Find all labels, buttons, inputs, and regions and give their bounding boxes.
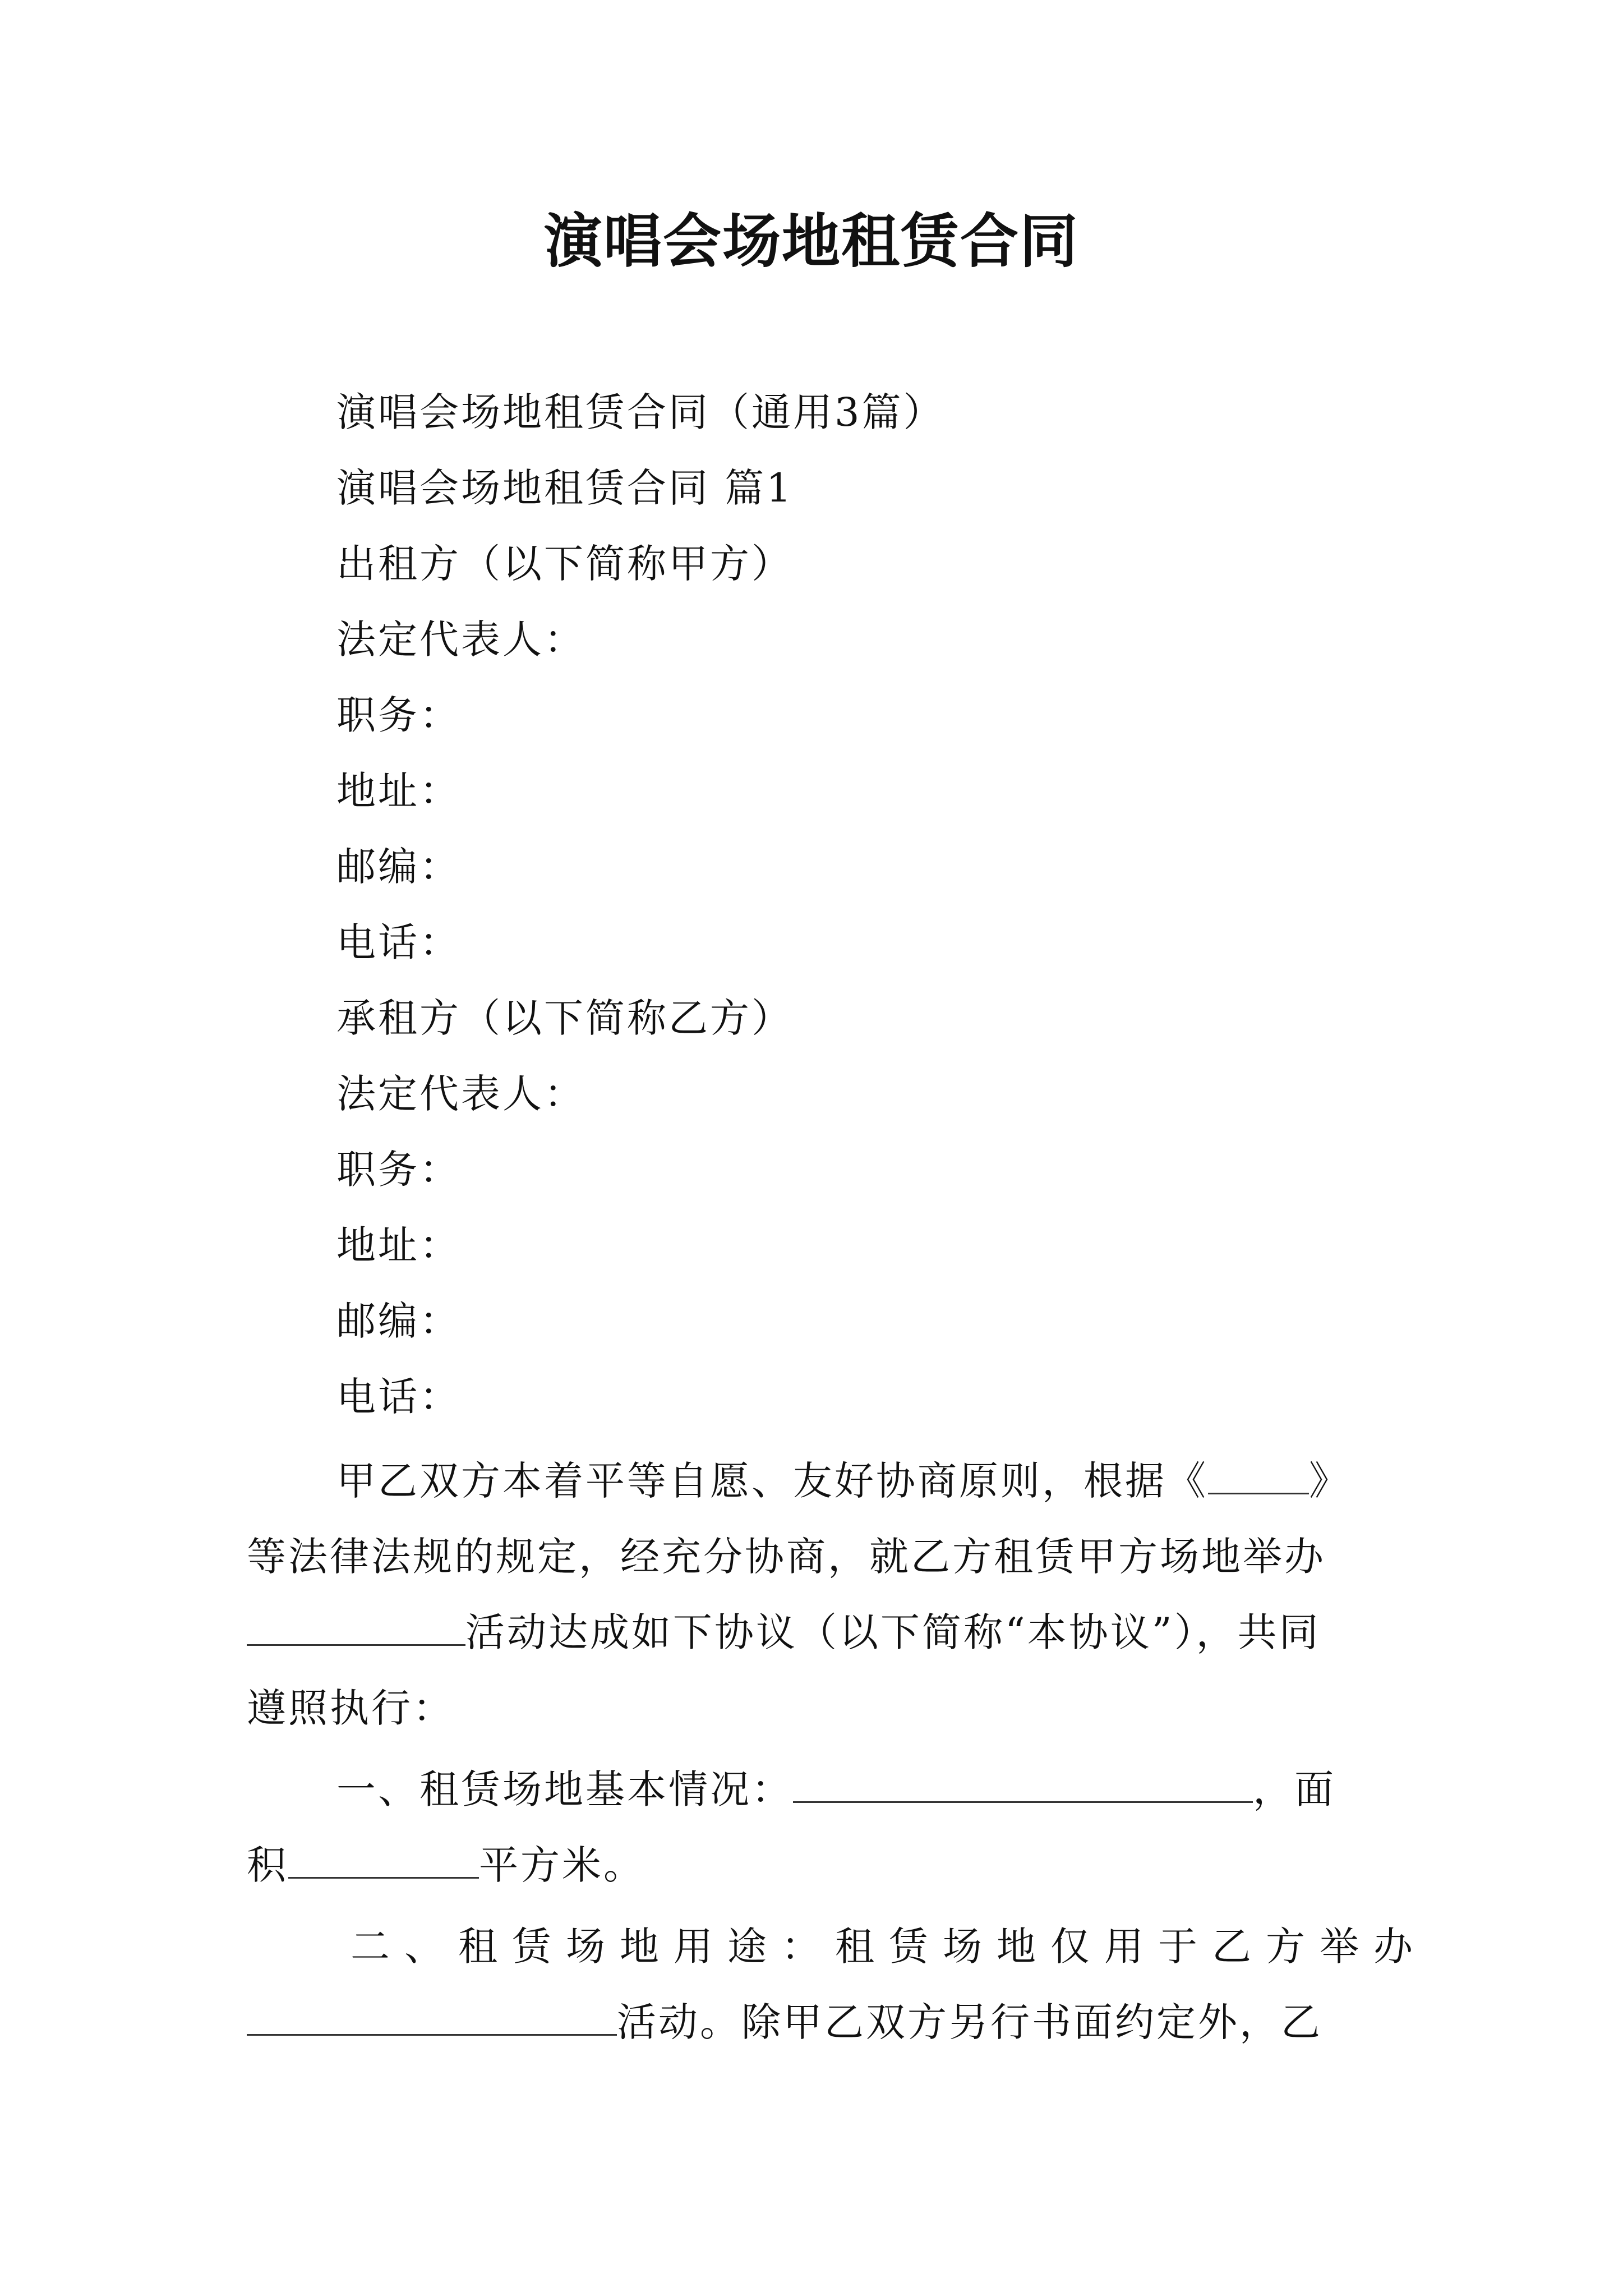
lessor-address-label: 地址： xyxy=(336,768,461,814)
lessee-address-label: 地址： xyxy=(336,1222,461,1268)
venue-info-blank xyxy=(793,1764,1253,1803)
preamble-text-b: 》 xyxy=(1309,1458,1350,1504)
clause1-text-b: ，面 xyxy=(1253,1766,1336,1812)
clause2-line-2 xyxy=(247,1994,1322,2050)
clause1-line-1 xyxy=(336,1761,1336,1818)
clause1-text-d: 平方米。 xyxy=(479,1842,645,1888)
part-heading: 演唱会场地租赁合同 篇1 xyxy=(336,465,794,511)
lessee-heading: 承租方（以下简称乙方） xyxy=(336,995,793,1041)
preamble-line-1 xyxy=(336,1453,1350,1509)
activity-name-blank xyxy=(247,1607,465,1646)
clause1-text-c: 积 xyxy=(247,1842,288,1888)
lessor-position-label: 职务： xyxy=(336,692,461,738)
preamble-text-c: 活动达成如下协议（以下简称“本协议”），共同 xyxy=(465,1609,1321,1655)
clause1-line-2 xyxy=(247,1837,645,1893)
preamble-text-a: 甲乙双方本着平等自愿、友好协商原则，根据《 xyxy=(336,1458,1208,1504)
lessee-position-label: 职务： xyxy=(336,1147,461,1193)
lessee-postcode-label: 邮编： xyxy=(336,1298,461,1344)
lessor-heading: 出租方（以下简称甲方） xyxy=(336,541,793,587)
collection-heading: 演唱会场地租赁合同（通用3篇） xyxy=(336,389,945,435)
preamble-line-2: 等法律法规的规定，经充分协商，就乙方租赁甲方场地举办 xyxy=(247,1534,1326,1580)
lessor-representative-label: 法定代表人： xyxy=(336,616,585,662)
clause2-line-1: 二、租赁场地用途：租赁场地仅用于乙方举办 xyxy=(351,1924,1427,1970)
area-blank xyxy=(288,1840,479,1879)
lessee-representative-label: 法定代表人： xyxy=(336,1071,585,1117)
clause1-text-a: 一、租赁场地基本情况： xyxy=(336,1766,793,1812)
lessor-phone-label: 电话： xyxy=(336,919,461,965)
preamble-line-3 xyxy=(247,1604,1321,1660)
clause2-text-b: 活动。除甲乙双方另行书面约定外，乙 xyxy=(617,1999,1322,2045)
lessor-postcode-label: 邮编： xyxy=(336,844,461,890)
usage-activity-blank xyxy=(247,1997,617,2036)
preamble-line-4: 遵照执行： xyxy=(247,1685,454,1731)
document-title: 演唱会场地租赁合同 xyxy=(543,206,1079,275)
law-name-blank xyxy=(1208,1456,1309,1494)
lessee-phone-label: 电话： xyxy=(336,1374,461,1420)
